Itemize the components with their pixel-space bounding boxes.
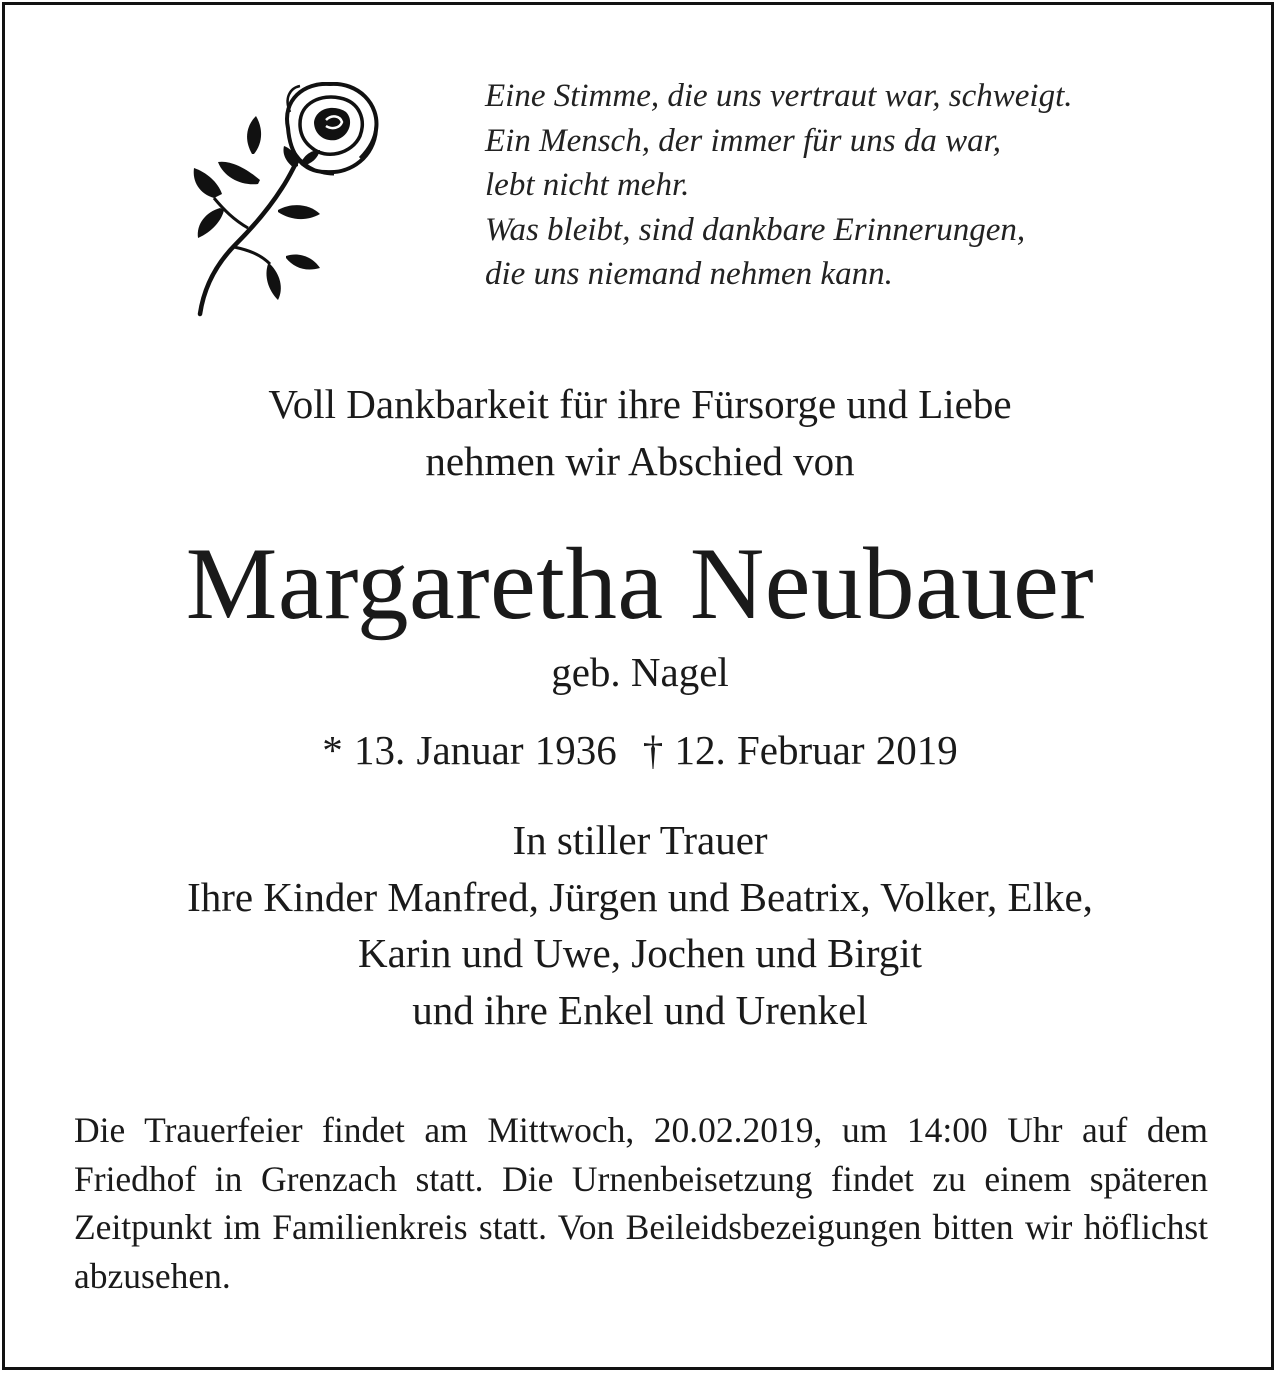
birth-date: * 13. Januar 1936	[322, 727, 617, 773]
poem-line: Ein Mensch, der immer für uns da war,	[485, 122, 1002, 159]
mourners-line: Karin und Uwe, Jochen und Birgit	[357, 930, 923, 976]
poem-line: die uns niemand nehmen kann.	[485, 256, 893, 292]
intro-line: Voll Dankbarkeit für ihre Fürsorge und Liebe	[268, 381, 1012, 427]
intro-text	[0, 376, 1280, 490]
mourners-line: und ihre Enkel und Urenkel	[412, 986, 868, 1033]
mourners-line: Ihre Kinder Manfred, Jürgen und Beatrix, Volker, Elke,	[187, 873, 1093, 920]
mourners	[0, 812, 1280, 1038]
mourners-line: In stiller Trauer	[512, 817, 768, 863]
death-date: † 12. Februar 2019	[642, 727, 958, 773]
rose-icon	[190, 82, 400, 322]
intro-line: nehmen wir Abschied von	[425, 438, 855, 484]
deceased-name: Margaretha Neubauer	[185, 527, 1095, 641]
funeral-notice: Die Trauerfeier findet am Mittwoch, 20.02.2019, um 14:00 Uhr auf dem Friedhof in Grenzach statt. Die Urnenbeisetzung findet zu einem späteren Zeitpunkt im Familienkreis statt. Von Beileidsbezeigungen bitten wir höflichst abzusehen.	[74, 1110, 1208, 1296]
poem-line: Eine Stimme, die uns vertraut war, schweigt.	[485, 78, 1073, 114]
poem-line: Was bleibt, sind dankbare Erinnerungen,	[485, 211, 1026, 248]
poem	[485, 74, 1245, 297]
life-dates	[0, 722, 1280, 778]
birth-name: geb. Nagel	[551, 649, 729, 695]
poem-line: lebt nicht mehr.	[485, 167, 690, 203]
